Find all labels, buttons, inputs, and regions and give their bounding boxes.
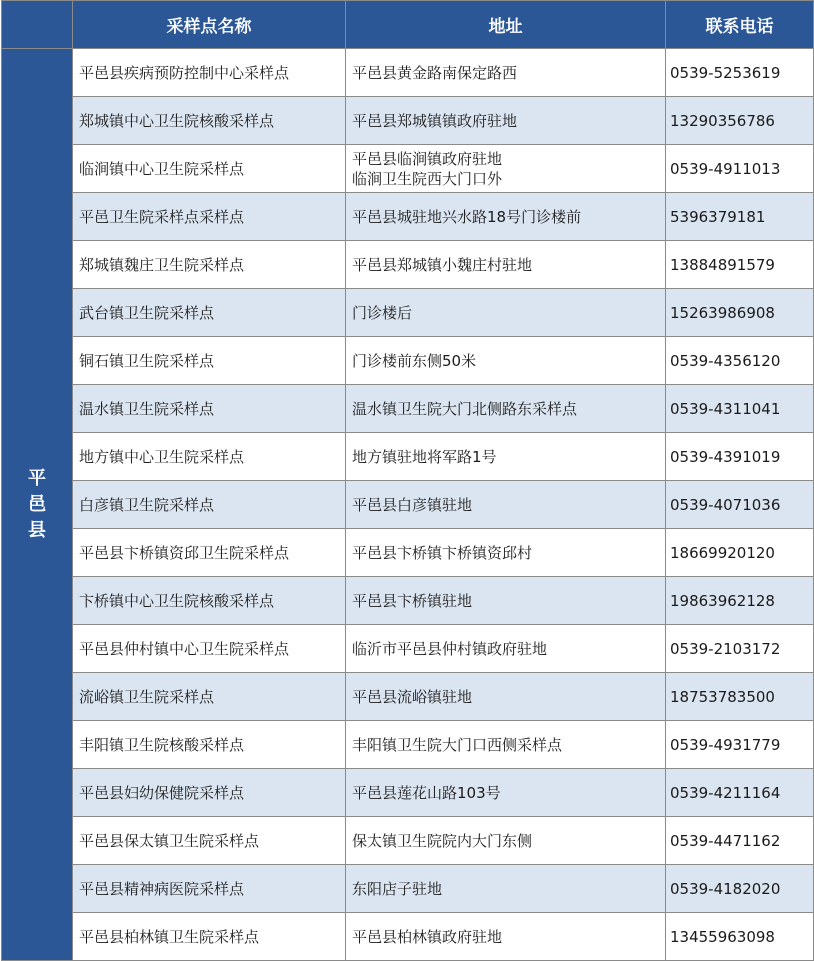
phone-cell: 0539-4356120 — [666, 337, 814, 385]
table-row — [2, 673, 814, 721]
phone-cell: 18669920120 — [666, 529, 814, 577]
phone-cell: 13455963098 — [666, 913, 814, 961]
site-name-cell: 卞桥镇中心卫生院核酸采样点 — [73, 577, 346, 625]
address-cell — [346, 673, 666, 721]
address-line: 东阳店子驻地 — [352, 879, 443, 898]
site-name-cell: 武台镇卫生院采样点 — [73, 289, 346, 337]
site-name-cell: 地方镇中心卫生院采样点 — [73, 433, 346, 481]
address-cell — [346, 337, 666, 385]
address-cell — [346, 193, 666, 241]
phone-cell: 13884891579 — [666, 241, 814, 289]
site-name-cell: 平邑县精神病医院采样点 — [73, 865, 346, 913]
site-name-cell: 平邑县妇幼保健院采样点 — [73, 769, 346, 817]
address-line: 平邑县柏林镇政府驻地 — [352, 927, 503, 946]
phone-cell: 0539-4071036 — [666, 481, 814, 529]
county-label — [2, 49, 73, 961]
site-name-cell: 平邑县仲村镇中心卫生院采样点 — [73, 625, 346, 673]
site-name-cell: 温水镇卫生院采样点 — [73, 385, 346, 433]
phone-column-header: 联系电话 — [666, 1, 814, 49]
address-cell — [346, 817, 666, 865]
address-cell — [346, 769, 666, 817]
site-name-cell: 平邑县疾病预防控制中心采样点 — [73, 49, 346, 97]
phone-cell: 0539-4311041 — [666, 385, 814, 433]
phone-cell: 15263986908 — [666, 289, 814, 337]
site-name-cell: 铜石镇卫生院采样点 — [73, 337, 346, 385]
table-row — [2, 385, 814, 433]
sampling-sites-table — [1, 0, 814, 961]
site-name-cell: 流峪镇卫生院采样点 — [73, 673, 346, 721]
county-label-char: 县 — [28, 519, 46, 541]
table-row — [2, 721, 814, 769]
address-line: 平邑县临涧镇政府驻地 — [352, 149, 503, 168]
table-body — [2, 49, 814, 961]
address-line: 平邑县卞桥镇卞桥镇资邱村 — [352, 543, 533, 562]
phone-cell: 0539-4931779 — [666, 721, 814, 769]
address-line: 丰阳镇卫生院大门口西侧采样点 — [352, 735, 563, 754]
address-line: 温水镇卫生院大门北侧路东采样点 — [352, 399, 578, 418]
address-cell — [346, 865, 666, 913]
address-cell — [346, 913, 666, 961]
address-cell — [346, 145, 666, 193]
address-line: 保太镇卫生院院内大门东侧 — [352, 831, 533, 850]
phone-cell: 0539-4391019 — [666, 433, 814, 481]
phone-cell: 19863962128 — [666, 577, 814, 625]
address-cell — [346, 721, 666, 769]
address-line: 平邑县郑城镇镇政府驻地 — [352, 111, 518, 130]
address-cell — [346, 625, 666, 673]
site-name-cell: 丰阳镇卫生院核酸采样点 — [73, 721, 346, 769]
table-row — [2, 289, 814, 337]
county-column-header — [2, 1, 73, 49]
table-header-row — [2, 1, 814, 49]
address-line: 平邑县流峪镇驻地 — [352, 687, 473, 706]
phone-cell: 18753783500 — [666, 673, 814, 721]
address-line: 平邑县城驻地兴水路18号门诊楼前 — [352, 207, 582, 226]
phone-cell: 0539-5253619 — [666, 49, 814, 97]
address-line: 地方镇驻地将军路1号 — [352, 447, 497, 466]
site-name-cell: 郑城镇魏庄卫生院采样点 — [73, 241, 346, 289]
phone-cell: 0539-4911013 — [666, 145, 814, 193]
phone-cell: 13290356786 — [666, 97, 814, 145]
site-name-cell: 白彦镇卫生院采样点 — [73, 481, 346, 529]
site-name-cell: 临涧镇中心卫生院采样点 — [73, 145, 346, 193]
table-row — [2, 481, 814, 529]
address-cell — [346, 289, 666, 337]
table-row — [2, 817, 814, 865]
table-row — [2, 193, 814, 241]
address-line: 临沂市平邑县仲村镇政府驻地 — [352, 639, 548, 658]
site-name-column-header: 采样点名称 — [73, 1, 346, 49]
site-name-cell: 平邑卫生院采样点采样点 — [73, 193, 346, 241]
table-row — [2, 625, 814, 673]
table-row — [2, 337, 814, 385]
address-cell — [346, 577, 666, 625]
address-line: 平邑县郑城镇小魏庄村驻地 — [352, 255, 533, 274]
table-row — [2, 769, 814, 817]
table-row — [2, 913, 814, 961]
address-cell — [346, 433, 666, 481]
county-label-char: 平 — [28, 467, 46, 489]
address-cell — [346, 97, 666, 145]
table-row — [2, 97, 814, 145]
site-name-cell: 平邑县保太镇卫生院采样点 — [73, 817, 346, 865]
address-cell — [346, 481, 666, 529]
address-line: 平邑县莲花山路103号 — [352, 783, 501, 802]
table-row — [2, 241, 814, 289]
table-row — [2, 49, 814, 97]
address-cell — [346, 241, 666, 289]
address-line: 平邑县黄金路南保定路西 — [352, 63, 518, 82]
table-row — [2, 433, 814, 481]
phone-cell: 0539-4182020 — [666, 865, 814, 913]
address-cell — [346, 49, 666, 97]
table-row — [2, 529, 814, 577]
address-line: 门诊楼后 — [352, 303, 413, 322]
address-cell — [346, 529, 666, 577]
phone-cell: 0539-4211164 — [666, 769, 814, 817]
address-line: 平邑县卞桥镇驻地 — [352, 591, 473, 610]
site-name-cell: 平邑县柏林镇卫生院采样点 — [73, 913, 346, 961]
table-row — [2, 577, 814, 625]
site-name-cell: 郑城镇中心卫生院核酸采样点 — [73, 97, 346, 145]
address-cell — [346, 385, 666, 433]
address-line: 门诊楼前东侧50米 — [352, 351, 477, 370]
phone-cell: 5396379181 — [666, 193, 814, 241]
phone-cell: 0539-4471162 — [666, 817, 814, 865]
site-name-cell: 平邑县卞桥镇资邱卫生院采样点 — [73, 529, 346, 577]
address-line: 临涧卫生院西大门口外 — [352, 169, 503, 188]
table-row — [2, 865, 814, 913]
address-column-header: 地址 — [346, 1, 666, 49]
county-label-char: 邑 — [28, 493, 46, 515]
phone-cell: 0539-2103172 — [666, 625, 814, 673]
table-row — [2, 145, 814, 193]
address-line: 平邑县白彦镇驻地 — [352, 495, 473, 514]
